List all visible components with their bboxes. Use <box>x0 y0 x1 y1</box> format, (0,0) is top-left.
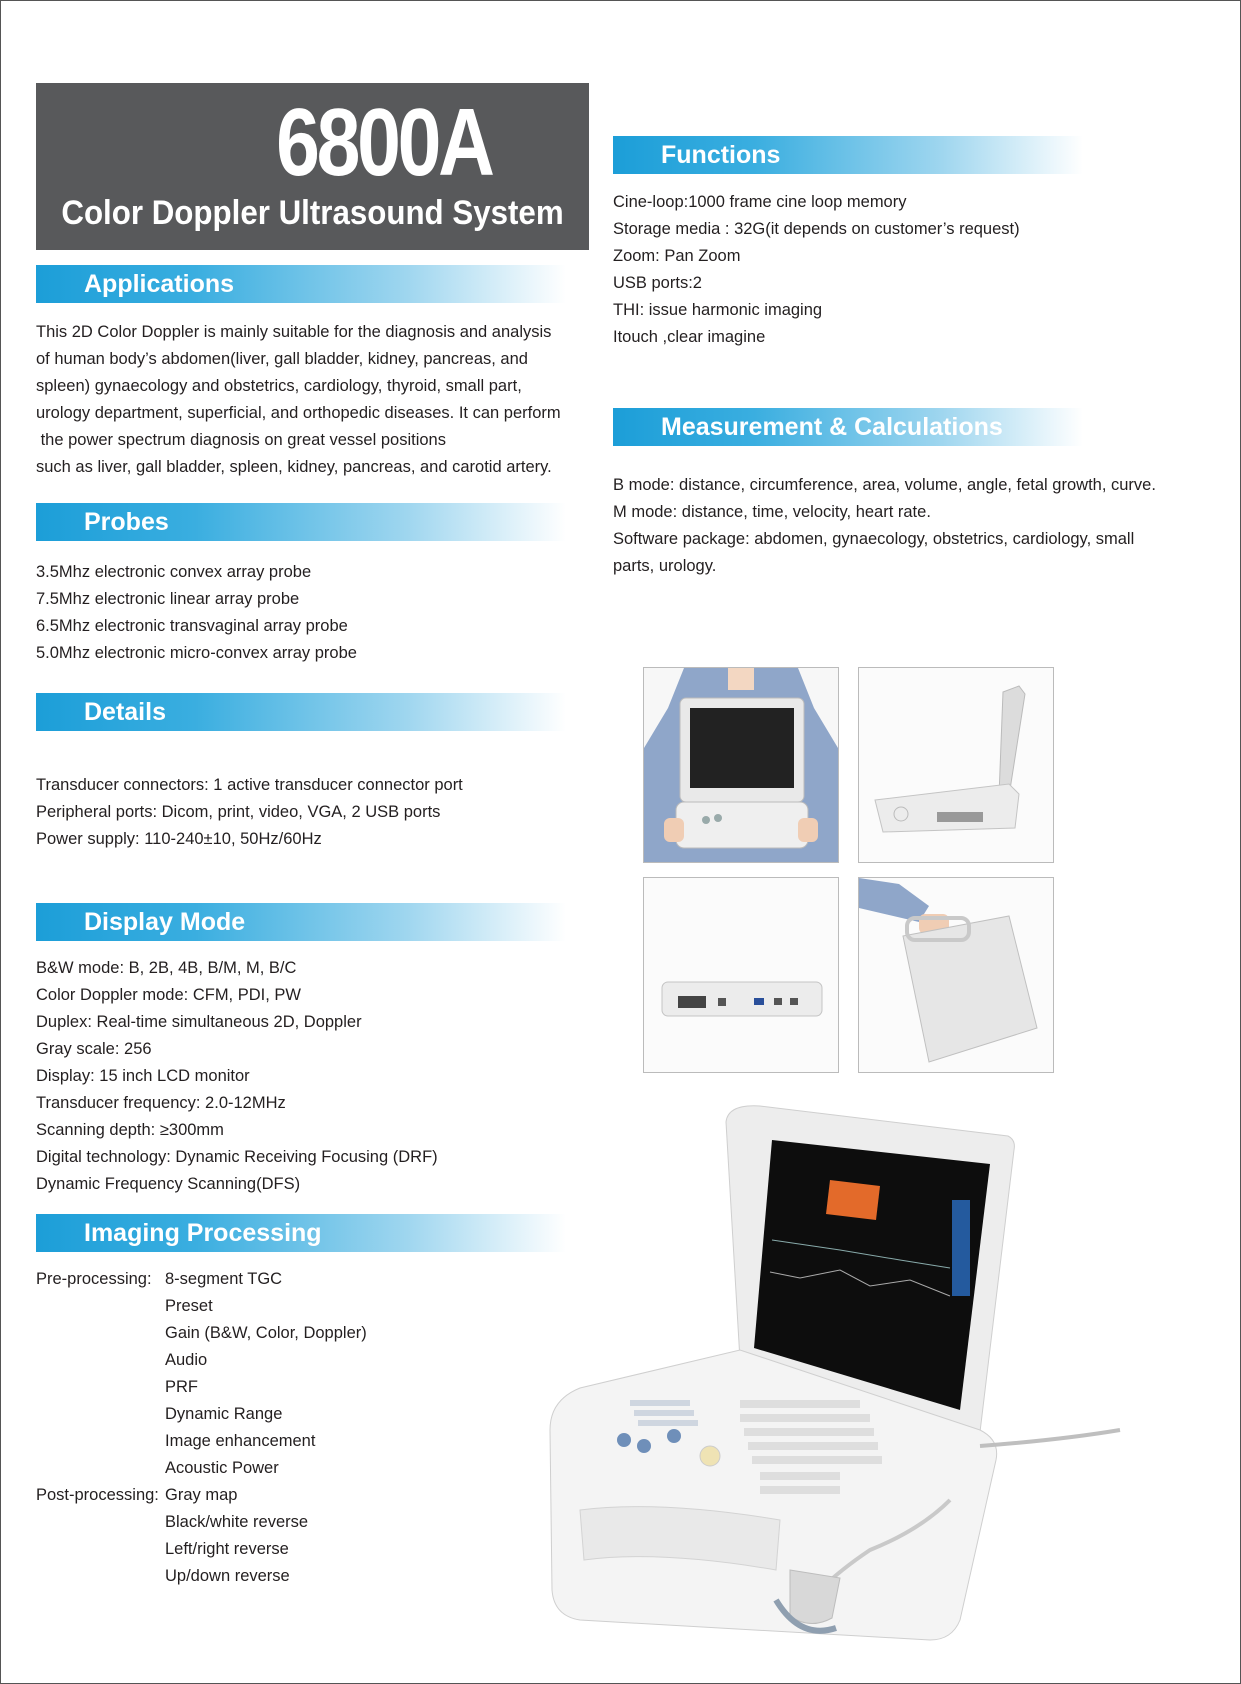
measurement-header <box>613 408 1083 446</box>
details-heading: Details <box>84 698 166 726</box>
list-item: Dynamic Range <box>165 1405 283 1423</box>
applications-line: the power spectrum diagnosis on great vessel positions <box>36 431 446 449</box>
applications-line: of human body’s abdomen(liver, gall bladder, kidney, pancreas, and <box>36 350 528 368</box>
product-photo-back <box>643 877 839 1073</box>
title-block <box>36 83 589 250</box>
measurement-text <box>613 472 1156 580</box>
functions-heading: Functions <box>661 141 781 169</box>
product-photo-side <box>858 667 1054 863</box>
list-item: Transducer connectors: 1 active transducer connector port <box>36 776 463 794</box>
list-item: Acoustic Power <box>165 1459 279 1477</box>
pre-processing-label: Pre-processing: <box>36 1270 152 1288</box>
list-item: Preset <box>165 1297 213 1315</box>
display-mode-heading: Display Mode <box>84 908 246 936</box>
list-item: Up/down reverse <box>165 1567 290 1585</box>
list-item: Image enhancement <box>165 1432 316 1450</box>
display-mode-list <box>36 955 438 1198</box>
list-item: Transducer frequency: 2.0-12MHz <box>36 1094 286 1112</box>
applications-line: urology department, superficial, and orthopedic diseases. It can perform <box>36 404 561 422</box>
post-processing-label: Post-processing: <box>36 1486 159 1504</box>
imaging-processing-list <box>36 1266 367 1590</box>
product-subtitle: Color Doppler Ultrasound System <box>61 194 564 232</box>
list-item: Zoom: Pan Zoom <box>613 247 741 265</box>
list-item: 5.0Mhz electronic micro-convex array probe <box>36 644 357 662</box>
list-item: Cine-loop:1000 frame cine loop memory <box>613 193 907 211</box>
product-main-image <box>540 1100 1180 1660</box>
applications-heading: Applications <box>84 270 235 298</box>
list-item: Duplex: Real-time simultaneous 2D, Doppler <box>36 1013 362 1031</box>
probes-header <box>36 503 566 541</box>
list-item: Scanning depth: ≥300mm <box>36 1121 224 1139</box>
functions-list <box>613 189 1020 351</box>
list-item: Peripheral ports: Dicom, print, video, VGA, 2 USB ports <box>36 803 441 821</box>
list-item: Itouch ,clear imagine <box>613 328 766 346</box>
list-item: Left/right reverse <box>165 1540 289 1558</box>
imaging-processing-header <box>36 1214 566 1252</box>
list-item: Gain (B&W, Color, Doppler) <box>165 1324 367 1342</box>
imaging-processing-heading: Imaging Processing <box>84 1219 322 1247</box>
list-item: 8-segment TGC <box>165 1270 283 1288</box>
list-item: B&W mode: B, 2B, 4B, B/M, M, B/C <box>36 959 297 977</box>
list-item: 6.5Mhz electronic transvaginal array probe <box>36 617 348 635</box>
list-item: Storage media : 32G(it depends on customer’s request) <box>613 220 1020 238</box>
list-item: 7.5Mhz electronic linear array probe <box>36 590 300 608</box>
model-number: 6800A <box>276 89 492 196</box>
measurement-line: B mode: distance, circumference, area, volume, angle, fetal growth, curve. <box>613 476 1156 494</box>
measurement-line: M mode: distance, time, velocity, heart rate. <box>613 503 931 521</box>
list-item: Color Doppler mode: CFM, PDI, PW <box>36 986 301 1004</box>
list-item: 3.5Mhz electronic convex array probe <box>36 563 312 581</box>
product-photo-carry <box>858 877 1054 1073</box>
display-mode-header <box>36 903 566 941</box>
list-item: Digital technology: Dynamic Receiving Focusing (DRF) <box>36 1148 438 1166</box>
list-item: THI: issue harmonic imaging <box>613 301 823 319</box>
measurement-line: Software package: abdomen, gynaecology, obstetrics, cardiology, small <box>613 530 1135 548</box>
measurement-line: parts, urology. <box>613 557 717 575</box>
list-item: Gray map <box>165 1486 238 1504</box>
list-item: Dynamic Frequency Scanning(DFS) <box>36 1175 301 1193</box>
details-list <box>36 772 463 853</box>
probes-list <box>36 559 357 667</box>
details-header <box>36 693 566 731</box>
functions-header <box>613 136 1083 174</box>
list-item: Gray scale: 256 <box>36 1040 152 1058</box>
list-item: Audio <box>165 1351 208 1369</box>
list-item: PRF <box>165 1378 198 1396</box>
probes-heading: Probes <box>84 508 169 536</box>
list-item: Black/white reverse <box>165 1513 309 1531</box>
applications-header <box>36 265 566 303</box>
measurement-heading: Measurement & Calculations <box>661 413 1003 441</box>
applications-text <box>36 319 561 481</box>
list-item: USB ports:2 <box>613 274 702 292</box>
applications-line: spleen) gynaecology and obstetrics, cardiology, thyroid, small part, <box>36 377 522 395</box>
list-item: Power supply: 110-240±10, 50Hz/60Hz <box>36 830 322 848</box>
applications-line: such as liver, gall bladder, spleen, kidney, pancreas, and carotid artery. <box>36 458 552 476</box>
list-item: Display: 15 inch LCD monitor <box>36 1067 250 1085</box>
product-photo-front <box>643 667 839 863</box>
applications-line: This 2D Color Doppler is mainly suitable for the diagnosis and analysis <box>36 323 552 341</box>
